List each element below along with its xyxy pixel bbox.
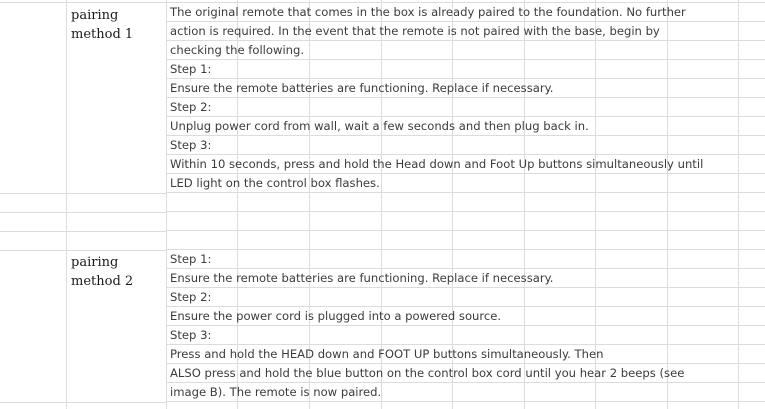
column-divider: [667, 0, 668, 409]
method-1-step-1-heading[interactable]: Step 1:: [170, 62, 212, 76]
pairing-method-1-label-line-2: method 1: [71, 27, 134, 42]
column-divider: [66, 0, 67, 409]
method-1-step-3-text[interactable]: Within 10 seconds, press and hold the Head down and Foot Up buttons simultaneously until: [170, 157, 704, 171]
row-divider: [0, 212, 166, 213]
row-divider: [166, 249, 765, 250]
row-divider: [0, 231, 166, 232]
row-divider: [0, 402, 166, 403]
method-2-step-3-heading[interactable]: Step 3:: [170, 328, 212, 342]
method-1-step-3-heading[interactable]: Step 3:: [170, 138, 212, 152]
row-divider: [0, 193, 166, 194]
method-1-step-2-heading[interactable]: Step 2:: [170, 100, 212, 114]
method-1-row-1[interactable]: The original remote that comes in the box is already paired to the foundation. No further: [170, 5, 686, 19]
method-1-row-2[interactable]: action is required. In the event that the remote is not paired with the base, begin by: [170, 24, 660, 38]
row-divider: [0, 250, 166, 251]
column-divider: [166, 0, 167, 409]
method-2-step-3-text[interactable]: Press and hold the HEAD down and FOOT UP buttons simultaneously. Then: [170, 347, 604, 361]
row-divider: [166, 230, 765, 231]
method-2-step-3-text-cont[interactable]: ALSO press and hold the blue button on the control box cord until you hear 2 beeps (see: [170, 366, 685, 380]
pairing-method-2-label-line-2: method 2: [71, 274, 134, 289]
method-2-step-3-text-end[interactable]: image B). The remote is now paired.: [170, 385, 382, 399]
method-1-step-3-text-cont[interactable]: LED light on the control box flashes.: [170, 176, 380, 190]
pairing-method-2-label-line-1: pairing: [71, 255, 119, 270]
pairing-method-1-label-line-1: pairing: [71, 8, 119, 23]
row-divider: [166, 211, 765, 212]
column-divider: [738, 0, 739, 409]
row-divider: [0, 2, 166, 3]
method-1-row-3[interactable]: checking the following.: [170, 43, 305, 57]
method-1-step-1-text[interactable]: Ensure the remote batteries are functioning. Replace if necessary.: [170, 81, 554, 95]
method-2-step-2-heading[interactable]: Step 2:: [170, 290, 212, 304]
method-2-step-2-text[interactable]: Ensure the power cord is plugged into a powered source.: [170, 309, 502, 323]
method-1-step-2-text[interactable]: Unplug power cord from wall, wait a few seconds and then plug back in.: [170, 119, 589, 133]
method-2-step-1-heading[interactable]: Step 1:: [170, 252, 212, 266]
method-2-step-1-text[interactable]: Ensure the remote batteries are functioning. Replace if necessary.: [170, 271, 554, 285]
